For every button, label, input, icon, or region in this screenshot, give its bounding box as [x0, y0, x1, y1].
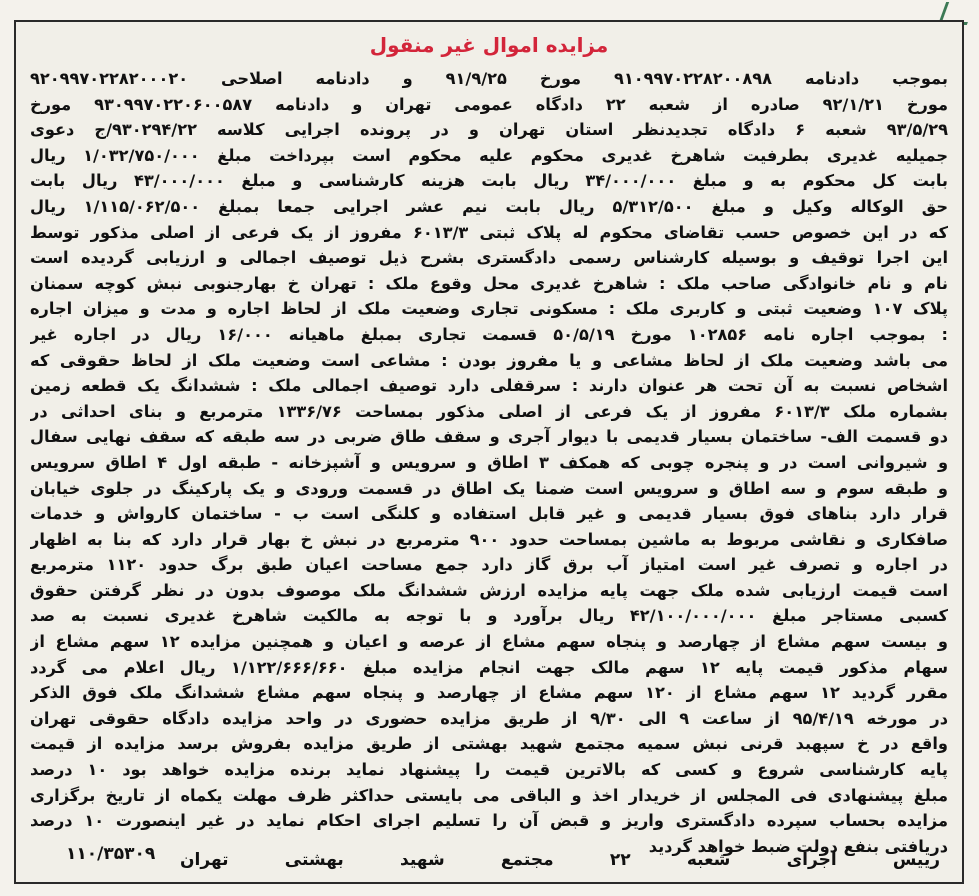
- notice-line: سهام مذکور قیمت پایه ۱۲ سهم مالک جهت انجام مزایده مبلغ ۱/۱۲۲/۶۶۶/۶۶۰ ریال اعلام می گردد: [30, 657, 948, 677]
- signer-word: رییس: [892, 850, 940, 870]
- notice-line: پایه کارشناسی شروع و کسی که بالاترین قیمت را پیشنهاد نماید برنده مزایده خواهد بود ۱۰ درصد: [30, 760, 948, 780]
- notice-line: در مورخه ۹۵/۴/۱۹ از ساعت ۹ الی ۹/۳۰ از طریق مزایده حضوری در واحد مزایده دادگاه حقوقی تهران: [30, 708, 948, 728]
- auction-notice: [14, 20, 964, 884]
- notice-line: مبلغ پیشنهادی فی المجلس از خریدار اخذ و الباقی می بایستی حداکثر ظرف مهلت یکماه از تاریخ برگزاری: [30, 785, 948, 805]
- notice-line: قرار دارد بناهای فوق بسیار قدیمی و غیر قابل استفاده و کلنگی است ب - ساختمان کارواش و خدمات: [30, 504, 948, 524]
- signer-word: مجتمع: [500, 850, 554, 870]
- notice-line: در اجاره و تصرف غیر است امتیاز آب برق گاز دارد جمع مساحت اعیان طبق برگ حدود ۱۱۲۰ مترمربع: [30, 555, 948, 575]
- notice-line: اشخاص نسبت به آن تحت هر عنوان دارند : سرقفلی دارد توصیف اجمالی ملک : ششدانگ یک قطعه زمین: [30, 376, 948, 396]
- notice-line: کسبی مستاجر مبلغ ۴۲/۱۰۰/۰۰۰/۰۰۰ ریال برآورد و با توجه به مالکیت شاهرخ غدیری نسبت به صد: [30, 606, 948, 626]
- notice-line: و بیست سهم مشاع از چهارصد و پنجاه سهم مشاع از عرصه و اعیان و همچنین مزایده ۱۲ سهم مشاع از: [30, 632, 948, 652]
- notice-line: این اجرا توقیف و بوسیله کارشناس رسمی دادگستری بشرح ذیل توصیف اجمالی و ارزیابی گردیده است: [30, 248, 948, 268]
- notice-line: صافکاری و نقاشی مربوط به ماشین بمساحت حدود ۹۰۰ مترمربع در نبش خ بهار قرار دارد که بنا به اظهار: [30, 529, 948, 549]
- notice-line: مورخ ۹۲/۱/۲۱ صادره از شعبه ۲۲ دادگاه عمومی تهران و دادنامه ۹۳۰۹۹۷۰۲۲۰۶۰۰۵۸۷ مورخ: [30, 94, 948, 114]
- notice-line: بموجب دادنامه ۹۱۰۹۹۷۰۲۲۸۲۰۰۸۹۸ مورخ ۹۱/۹/۲۵ و دادنامه اصلاحی ۹۲۰۹۹۷۰۲۲۸۲۰۰۰۲۰: [30, 69, 948, 88]
- notice-line: و طبقه سوم و سه اطاق و سرویس است ضمنا یک اطاق در قسمت ورودی و یک پارکینگ در جلوی خیابان: [30, 478, 948, 498]
- notice-line: ۹۳/۵/۲۹ شعبه ۶ دادگاه تجدیدنظر استان تهران و در پرونده اجرایی کلاسه ۹۳۰۲۹۴/۲۲/ج دعوی: [30, 120, 948, 140]
- notice-line: دو قسمت الف- ساختمان بسیار قدیمی با دیوار آجری و سقف طاق ضربی در سه طبقه که سقف نهایی سفال: [30, 427, 948, 447]
- notice-title: مزایده اموال غیر منقول: [369, 33, 609, 57]
- notice-line: است قیمت ارزیابی شده ملک جهت پایه مزایده ارزش ششدانگ ملک موصوف بدون در نظر گرفتن حقوق: [30, 580, 948, 600]
- notice-line: مقرر گردید ۱۲ سهم مشاع از ۱۲۰ سهم مشاع از چهارصد و پنجاه سهم مشاع ششدانگ ملک فوق الذکر: [30, 683, 948, 703]
- notice-line: حق الوکاله وکیل و مبلغ ۵/۳۱۲/۵۰۰ ریال بابت نیم عشر اجرایی جمعا بمبلغ ۱/۱۱۵/۰۶۲/۵۰۰ ریال: [30, 196, 948, 216]
- notice-body: [30, 66, 948, 859]
- notice-line: بشماره ملک ۶۰۱۳/۳ مفروز از یک فرعی از اصلی مذکور بمساحت ۱۳۳۶/۷۶ مترمربع و بنای احداثی در: [30, 401, 948, 421]
- notice-line: که در این خصوص حسب تقاضای محکوم له پلاک ثبتی ۶۰۱۳/۳ مفروز از یک فرعی از اصلی مذکور توسط: [30, 222, 948, 242]
- notice-line: جمیلیه غدیری بطرفیت شاهرخ غدیری محکوم علیه محکوم است بپرداخت مبلغ ۱/۰۳۲/۷۵۰/۰۰۰ ریال: [30, 145, 948, 165]
- signer-word: شعبه: [686, 850, 731, 870]
- signer-word: بهشتی: [284, 850, 344, 870]
- signer-word: ۲۲: [609, 850, 631, 870]
- notice-line: می باشد وضعیت ملک از لحاظ مشاعی و یا مفروز بودن : مشاعی است وضعیت ملک از لحاظ حقوقی که: [30, 350, 948, 370]
- notice-line: و شیروانی است در و پنجره چوبی که همکف ۳ اطاق و سرویس و آشپزخانه - طبقه اول ۴ اطاق سرویس: [30, 452, 948, 472]
- notice-line: پلاک ۱۰۷ وضعیت ثبتی و کاربری ملک : مسکونی تجاری وضعیت ملک از لحاظ اجاره و مدت و میزان اجاره: [30, 299, 948, 319]
- signer-word: اجرای: [786, 850, 837, 870]
- signer-word: تهران: [180, 850, 229, 870]
- notice-line: واقع در خ سپهبد قرنی نبش سمیه مجتمع شهید بهشتی از طریق مزایده بفروش برسد مزایده از قیمت: [30, 734, 948, 754]
- signer-word: شهید: [400, 850, 445, 870]
- reference-number: ۱۱۰/۳۵۳۰۹: [66, 844, 156, 864]
- notice-line: نام و نام خانوادگی صاحب ملک : شاهرخ غدیری محل وقوع ملک : تهران خ بهارجنوبی نبش کوچه سمنان: [30, 273, 948, 293]
- notice-line: دریافتی بنفع دولت ضبط خواهد گردید: [648, 836, 948, 856]
- signer-line: [180, 848, 940, 872]
- notice-line: بابت کل محکوم به و مبلغ ۳۴/۰۰۰/۰۰۰ ریال بابت هزینه کارشناسی و مبلغ ۴۳/۰۰۰/۰۰۰ ریال بابت: [30, 171, 948, 191]
- notice-line: : بموجب اجاره نامه ۱۰۲۸۵۶ مورخ ۵۰/۵/۱۹ قسمت تجاری بمبلغ ماهیانه ۱۶/۰۰۰ ریال در اجاره غیر: [30, 324, 948, 344]
- notice-line: مزایده بحساب سپرده دادگستری واریز و قبض آن را تسلیم اجرای احکام نماید در غیر اینصورت ۱۰ درصد: [30, 811, 948, 831]
